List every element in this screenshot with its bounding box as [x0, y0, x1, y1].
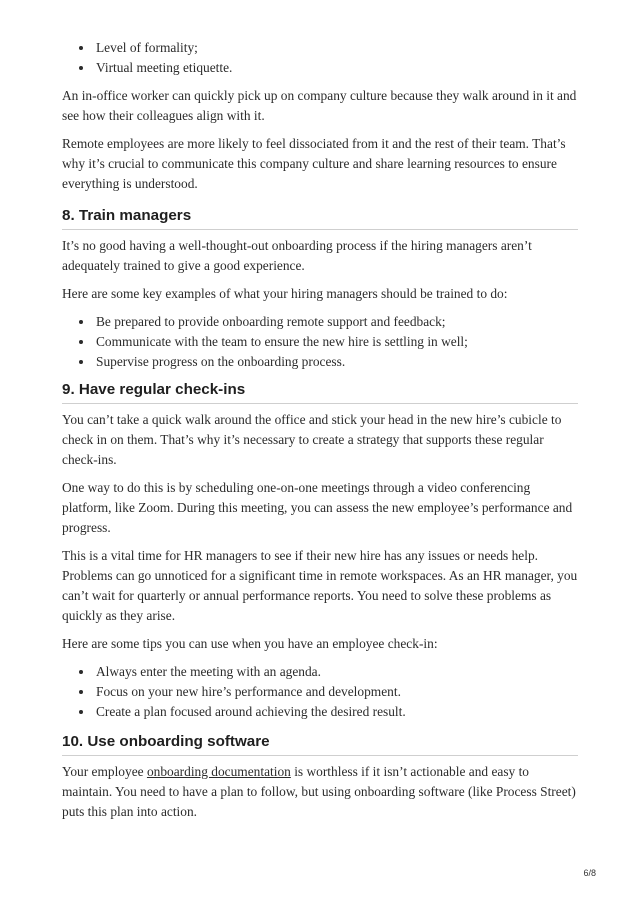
- list-item: • Be prepared to provide onboarding remote support and feedback;: [94, 312, 578, 332]
- page-number: 6/8: [583, 868, 596, 878]
- paragraph: One way to do this is by scheduling one-on-one meetings through a video conferencing platform, like Zoom. During this meeting, you can assess the new employee’s performance and progress.: [62, 480, 573, 535]
- paragraph: This is a vital time for HR managers to see if their new hire has any issues or needs help. Problems can go unnoticed for a significant time in remote workspaces. As an HR manager, you can’t wait for quarterly or annual performance reports. You need to solve these problems as quickly as they arise.: [62, 548, 578, 623]
- onboarding-documentation-link[interactable]: onboarding documentation: [146, 764, 291, 779]
- paragraph-text: is worthless if it isn’t actionable and easy to maintain. You need to have a plan to follow, but using onboarding software (like Process Street) puts this plan into action.: [62, 764, 576, 819]
- top-bullet-list: [62, 38, 578, 78]
- list-item: • Communicate with the team to ensure the new hire is settling in well;: [94, 332, 578, 352]
- list-item: • Level of formality;: [94, 38, 578, 58]
- list-item: • Virtual meeting etiquette.: [94, 58, 578, 78]
- manager-training-list: [62, 312, 578, 372]
- list-item: • Always enter the meeting with an agenda.: [94, 662, 578, 682]
- section-heading-onboarding-software: 10. Use onboarding software: [62, 732, 578, 756]
- paragraph: Here are some key examples of what your hiring managers should be trained to do:: [62, 286, 508, 301]
- paragraph: An in-office worker can quickly pick up on company culture because they walk around in it and see how their colleagues align with it.: [62, 88, 577, 123]
- page-content: [62, 38, 578, 830]
- list-item: • Focus on your new hire’s performance and development.: [94, 682, 578, 702]
- paragraph: It’s no good having a well-thought-out onboarding process if the hiring managers aren’t adequately trained to give a good experience.: [62, 238, 532, 273]
- paragraph: [62, 762, 578, 822]
- paragraph: Here are some tips you can use when you have an employee check-in:: [62, 636, 438, 651]
- paragraph: You can’t take a quick walk around the office and stick your head in the new hire’s cubicle to check in on them. That’s why it’s necessary to create a strategy that supports these regular check-ins.: [62, 412, 562, 467]
- paragraph: Remote employees are more likely to feel dissociated from it and the rest of their team. That’s why it’s crucial to communicate this company culture and share learning resources to ensure everything is understood.: [62, 136, 566, 191]
- check-in-tips-list: [62, 662, 578, 722]
- list-item: • Create a plan focused around achieving the desired result.: [94, 702, 578, 722]
- section-heading-train-managers: 8. Train managers: [62, 206, 578, 230]
- paragraph-text: Your employee: [62, 764, 147, 779]
- section-heading-check-ins: 9. Have regular check-ins: [62, 380, 578, 404]
- list-item: • Supervise progress on the onboarding process.: [94, 352, 578, 372]
